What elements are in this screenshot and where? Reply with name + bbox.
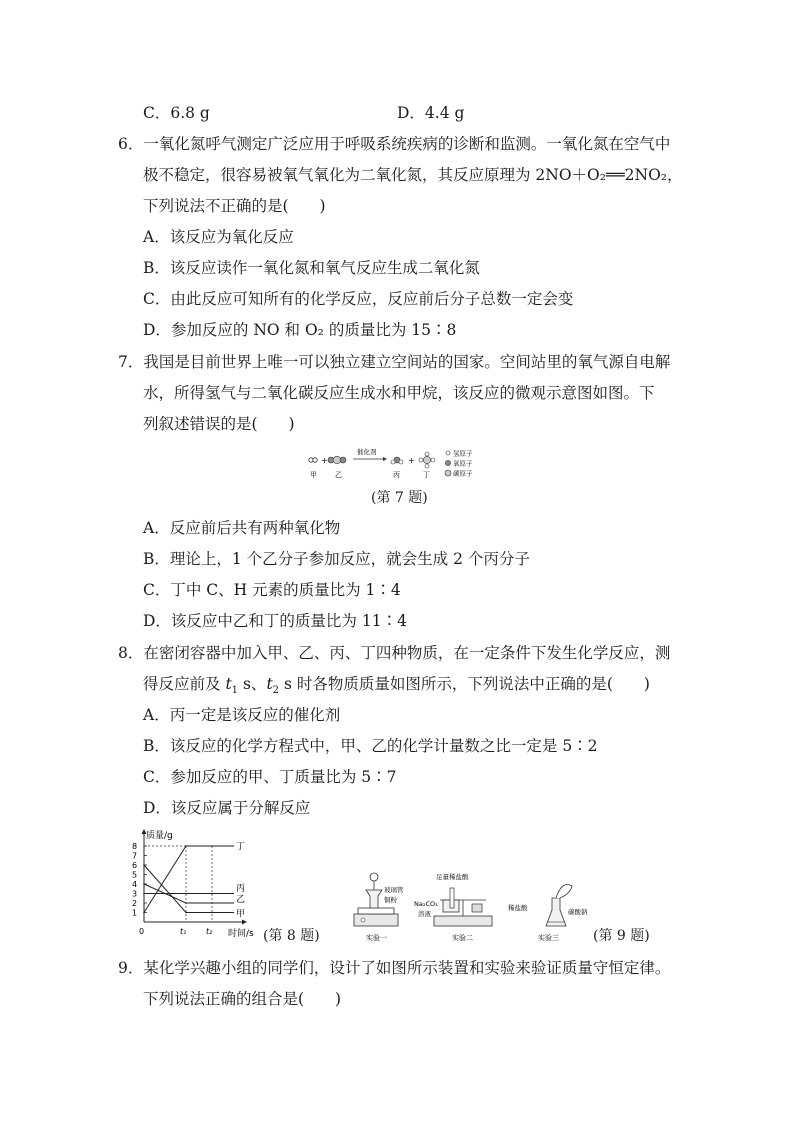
y-tick-label: 6: [132, 861, 138, 870]
label-excess-hcl: 足量稀盐酸: [436, 873, 469, 881]
chart-xlabel: 时间/s: [228, 929, 254, 939]
y-tick-label: 5: [132, 870, 138, 880]
q6-option-c: C．由此反应可知所有的化学反应，反应前后分子总数一定会变: [143, 290, 574, 308]
q7-figure-caption: (第 7 题): [371, 490, 428, 506]
q7-option-c: C．丁中 C、H 元素的质量比为 1∶4: [143, 581, 401, 599]
q6-stem-line3: 下列说法不正确的是( ): [143, 197, 326, 215]
y-tick-label: 8: [132, 842, 138, 851]
catalyst-label: 催化剂: [357, 448, 377, 456]
q6-option-b: B．该反应读作一氧化氮和氧气反应生成二氧化氮: [143, 259, 480, 277]
chart-xtick-t2: t₂: [206, 927, 213, 936]
data-point: [143, 864, 145, 866]
label-sodium-carbonate: 碳酸钠: [568, 908, 588, 916]
ch4-molecule-icon: [419, 452, 435, 468]
data-point: [211, 902, 213, 904]
q6-option-a: A．该反应为氧化反应: [143, 228, 294, 246]
data-point: [185, 893, 187, 895]
data-point: [211, 893, 213, 895]
data-point: [185, 845, 187, 847]
series-line: [144, 865, 234, 913]
label-jia: 甲: [310, 471, 317, 479]
data-point: [211, 912, 213, 914]
q7-stem-line3: 列叙述错误的是( ): [143, 415, 295, 433]
chart-ylabel: 质量/g: [146, 831, 173, 841]
q5-option-d: D．4.4 g: [397, 104, 465, 122]
label-glass-tube: 玻璃管: [384, 886, 404, 894]
experiment-2-apparatus-icon: [434, 888, 492, 926]
q8-option-a: A．丙一定是该反应的催化剂: [143, 706, 341, 724]
legend-oxygen: 氧原子: [453, 459, 473, 468]
q7-option-d: D．该反应中乙和丁的质量比为 11∶4: [143, 612, 407, 630]
hydrogen-atom-icon: [446, 451, 450, 455]
q8-mass-time-chart: [128, 826, 268, 944]
series-label: 乙: [236, 895, 246, 906]
co2-molecule-icon: [328, 456, 346, 464]
h2o-molecule-icon: [391, 457, 403, 464]
label-ding: 丁: [423, 471, 430, 479]
q8-option-d: D．该反应属于分解反应: [143, 799, 311, 817]
y-tick-label: 2: [132, 899, 138, 908]
q6-stem-line1: 6．一氧化氮呼气测定广泛应用于呼吸系统疾病的诊断和监测。一氧化氮在空气中: [118, 135, 671, 153]
y-tick-label: 1: [132, 908, 138, 918]
data-point: [143, 912, 145, 914]
legend-carbon: 碳原子: [453, 469, 473, 478]
label-na2co3: Na₂CO₃: [414, 900, 438, 908]
q7-option-b: B．理论上，1 个乙分子参加反应，就会生成 2 个丙分子: [143, 550, 530, 568]
label-bing: 丙: [393, 471, 400, 479]
x-axis-arrow: [242, 920, 247, 925]
q6-stem-line2: 极不稳定，很容易被氧气氧化为二氧化氮，其反应原理为 2NO＋O₂══2NO₂，: [143, 166, 683, 184]
q5-option-c: C．6.8 g: [143, 104, 210, 122]
svg-text:+: +: [321, 456, 328, 465]
carbon-atom-icon: [445, 470, 451, 476]
chart-xtick-t1: t₁: [180, 927, 187, 936]
data-point: [185, 902, 187, 904]
y-tick-label: 4: [132, 880, 138, 889]
series-label: 丁: [236, 842, 246, 852]
q9-stem-line2: 下列说法正确的组合是( ): [143, 990, 342, 1008]
data-point: [211, 845, 213, 847]
svg-text:+: +: [408, 456, 415, 465]
legend-hydrogen: 氢原子: [453, 449, 473, 458]
data-point: [185, 912, 187, 914]
h2-molecule-icon: [309, 458, 317, 462]
series-label: 甲: [236, 909, 246, 920]
oxygen-atom-icon: [445, 460, 450, 465]
q7-molecule-diagram: [305, 445, 485, 481]
q6-option-d: D．参加反应的 NO 和 O₂ 的质量比为 15∶8: [143, 321, 457, 339]
q9-apparatus-figure: [348, 870, 588, 944]
q8-figure-caption: (第 8 题): [263, 928, 320, 944]
label-copper-powder: 铜粉: [384, 896, 397, 904]
data-point: [143, 893, 145, 895]
q9-stem-line1: 9．某化学兴趣小组的同学们，设计了如图所示装置和实验来验证质量守恒定律。: [118, 959, 671, 977]
q7-stem-line1: 7．我国是目前世界上唯一可以独立建立空间站的国家。空间站里的氧气源自电解: [118, 353, 671, 371]
y-tick-label: 7: [132, 851, 138, 861]
y-tick-label: 3: [132, 889, 138, 899]
label-experiment-3: 实验三: [538, 934, 559, 942]
q8-option-b: B．该反应的化学方程式中，甲、乙的化学计量数之比一定是 5∶2: [143, 737, 598, 755]
experiment-3-apparatus-icon: [546, 885, 572, 927]
label-experiment-2: 实验二: [452, 934, 473, 942]
data-point: [143, 883, 145, 885]
label-dilute-hcl: 稀盐酸: [508, 904, 528, 912]
label-experiment-1: 实验一: [366, 934, 387, 942]
q8-stem-line1: 8．在密闭容器中加入甲、乙、丙、丁四种物质，在一定条件下发生化学反应，测: [118, 644, 671, 662]
q7-stem-line2: 水，所得氢气与二氧化碳反应生成水和甲烷，该反应的微观示意图如图。下: [143, 384, 655, 402]
q8-option-c: C．参加反应的甲、丁质量比为 5∶7: [143, 768, 397, 786]
label-solution: 溶液: [418, 910, 431, 918]
chart-origin-label: 0: [139, 927, 145, 936]
q9-figure-caption: (第 9 题): [593, 928, 650, 944]
q8-stem-line2: 得反应前及 $t_1$ s、$t_2$ s 时各物质质量如图所示，下列说法中正确的是( ): [143, 675, 650, 697]
q7-option-a: A．反应前后共有两种氧化物: [143, 519, 341, 537]
label-yi: 乙: [335, 471, 342, 479]
series-label: 丙: [236, 883, 246, 894]
